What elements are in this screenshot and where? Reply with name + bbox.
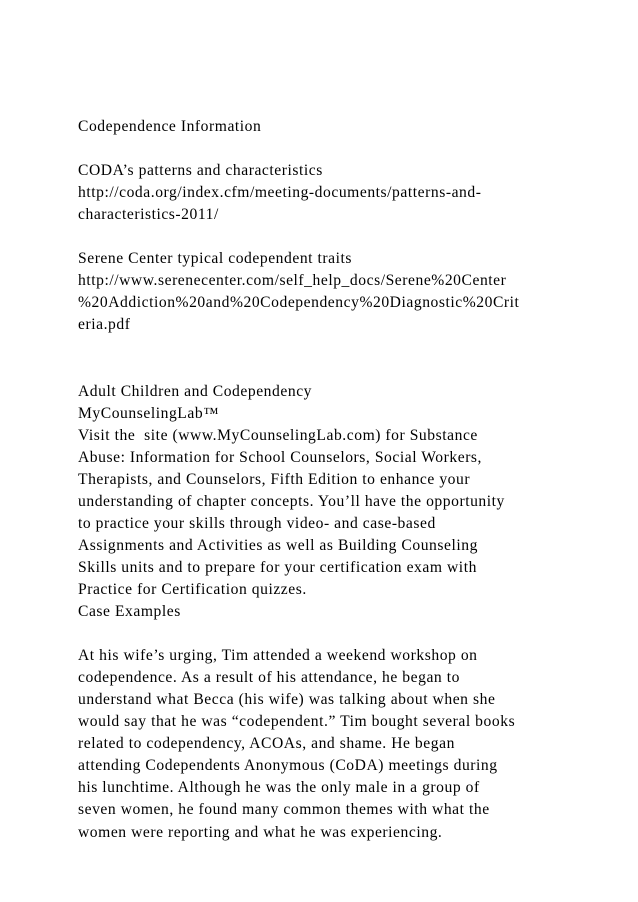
paragraph-line: At his wife’s urging, Tim attended a weekend workshop on (78, 647, 478, 665)
blank-line (78, 623, 578, 645)
paragraph-line: to practice your skills through video- and case-based (78, 514, 436, 532)
coda-url-line: characteristics-2011/ (78, 206, 219, 224)
paragraph-line: women were reporting and what he was experiencing. (78, 823, 443, 841)
document-body (78, 116, 578, 844)
paragraph-line: would say that he was “codependent.” Tim bought several books (78, 713, 516, 731)
paragraph-line: seven women, he found many common themes with what the (78, 801, 490, 819)
paragraph-line: Therapists, and Counselors, Fifth Edition to enhance your (78, 470, 471, 488)
blank-line (78, 359, 578, 381)
serene-title: Serene Center typical codependent traits (78, 250, 352, 268)
coda-title: CODA’s patterns and characteristics (78, 162, 323, 180)
paragraph-line: understanding of chapter concepts. You’ll have the opportunity (78, 492, 505, 510)
paragraph-line: his lunchtime. Although he was the only male in a group of (78, 779, 480, 797)
paragraph-line: codependence. As a result of his attendance, he began to (78, 669, 460, 687)
serene-url-line: eria.pdf (78, 316, 131, 334)
lab-name: MyCounselingLab™ (78, 404, 220, 422)
coda-url-line: http://coda.org/index.cfm/meeting-documents/patterns-and- (78, 184, 482, 202)
paragraph-line: Assignments and Activities as well as Building Counseling (78, 536, 478, 554)
paragraph-line: Skills units and to prepare for your certification exam with (78, 558, 477, 576)
blank-line (78, 226, 578, 248)
serene-url-line: %20Addiction%20and%20Codependency%20Diagnostic%20Crit (78, 294, 520, 312)
adult-children-title: Adult Children and Codependency (78, 382, 313, 400)
blank-line (78, 138, 578, 160)
paragraph-line: Abuse: Information for School Counselors, Social Workers, (78, 448, 482, 466)
document-heading: Codependence Information (78, 118, 262, 135)
paragraph-line: understand what Becca (his wife) was talking about when she (78, 691, 496, 709)
serene-url-line: http://www.serenecenter.com/self_help_docs/Serene%20Center (78, 272, 507, 290)
blank-line (78, 336, 578, 358)
paragraph-line: attending Codependents Anonymous (CoDA) meetings during (78, 757, 498, 775)
case-examples-title: Case Examples (78, 603, 181, 621)
paragraph-line: related to codependency, ACOAs, and shame. He began (78, 735, 455, 753)
paragraph-line: Visit the site (www.MyCounselingLab.com) for Substance (78, 426, 478, 444)
paragraph-line: Practice for Certification quizzes. (78, 580, 307, 598)
